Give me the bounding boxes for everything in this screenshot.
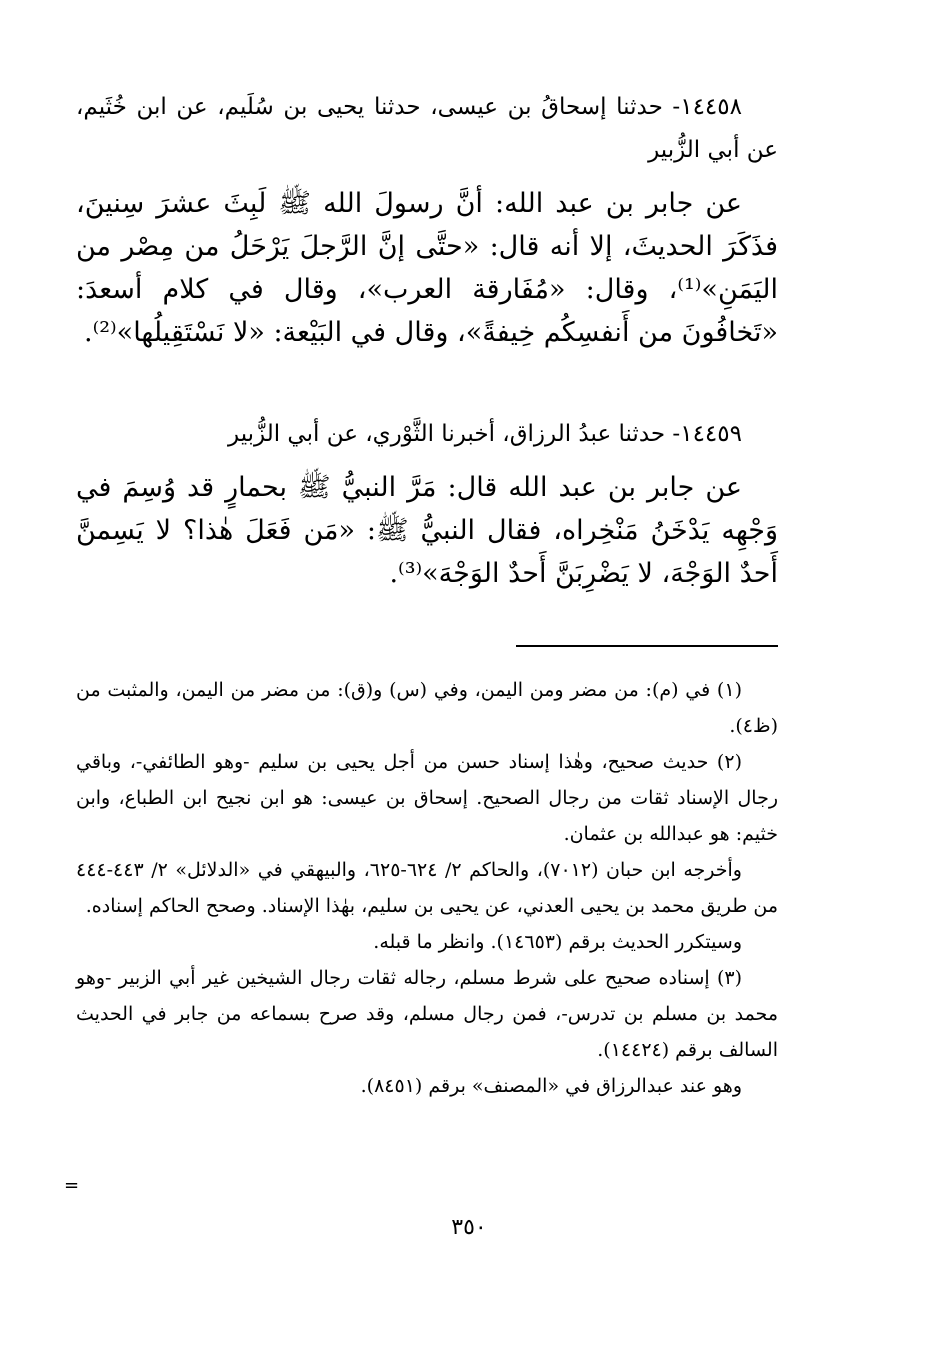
footnote-2: (٢) حديث صحيح، وهٰذا إسناد حسن من أجل يحيى بن سليم -وهو الطائفي-، وباقي رجال الإسناد ثقات من رجال الصحيح. إسحاق بن عيسى: هو ابن نجيح ابن الطباع، وابن خثيم: هو عبدالله بن عثمان.: [76, 751, 778, 845]
hadith-14459-isnad: ١٤٤٥٩- حدثنا عبدُ الرزاق، أخبرنا الثَّوْري، عن أبي الزُّبير: [228, 421, 742, 447]
hadith-14459-matn: عن جابر بن عبد الله قال: مَرَّ النبيُّ ﷺ بحمارٍ قد وُسِمَ في وَجْهِه يَدْخَنُ مَنْخِراه، فقال النبيُّ ﷺ: «مَن فَعَلَ هٰذا؟ لا يَسِمنَّ أَحدٌ الوَجْهَ، لا يَضْرِبَنَّ أَحدٌ الوَجْهَ»⁽³⁾.: [76, 472, 779, 589]
hadith-14459: [76, 413, 778, 595]
continuation-mark: =: [64, 1175, 80, 1196]
footnote-2-continuation: وأخرجه ابن حبان (٧٠١٢)، والحاكم ٢/ ٦٢٤-٦٢٥، والبيهقي في «الدلائل» ٢/ ٤٤٣-٤٤٤ من طريق محمد بن يحيى العدني، عن يحيى بن سليم، بهٰذا الإسناد. وصحح الحاكم إسناده.: [76, 859, 778, 917]
footnotes: [76, 672, 778, 1104]
footnote-2-see-also: وسيتكرر الحديث برقم (١٤٦٥٣). وانظر ما قبله.: [373, 931, 742, 953]
hadith-14458-matn: عن جابر بن عبد الله: أنَّ رسولَ الله ﷺ لَبِثَ عشرَ سِنينَ، فذَكَرَ الحديثَ، إلا أنه قال: «حتَّى إنَّ الرَّجلَ يَرْحَلُ من مِصْر من اليَمَنِ»⁽¹⁾، وقال: «مُفَارقة العرب»، وقال في كلام أسعدَ: «تَخافُونَ من أَنفسِكُم خِيفةً»، وقال في البَيْعة: «لا نَسْتَقِيلُها»⁽²⁾.: [76, 188, 778, 348]
footnote-3: (٣) إسناده صحيح على شرط مسلم، رجاله ثقات رجال الشيخين غير أبي الزبير -وهو محمد بن مسلم بن تدرس-، فمن رجال مسلم، وقد صرح بسماعه من جابر في الحديث السالف برقم (١٤٤٢٤).: [76, 967, 778, 1061]
footnote-1: (١) في (م): من مضر ومن اليمن، وفي (س) و(ق): من مضر من اليمن، والمثبت من (ظ٤).: [76, 679, 778, 737]
hadith-14458-isnad: ١٤٤٥٨- حدثنا إسحاقُ بن عيسى، حدثنا يحيى بن سُلَيم، عن ابن خُثَيم، عن أبي الزُّبير: [76, 94, 778, 163]
footnote-3-continuation: وهو عند عبدالرزاق في «المصنف» برقم (٨٤٥١).: [360, 1075, 742, 1097]
hadith-14458: [76, 86, 778, 354]
footnote-separator: [516, 645, 778, 647]
page-number: ٣٥٠: [451, 1215, 487, 1240]
